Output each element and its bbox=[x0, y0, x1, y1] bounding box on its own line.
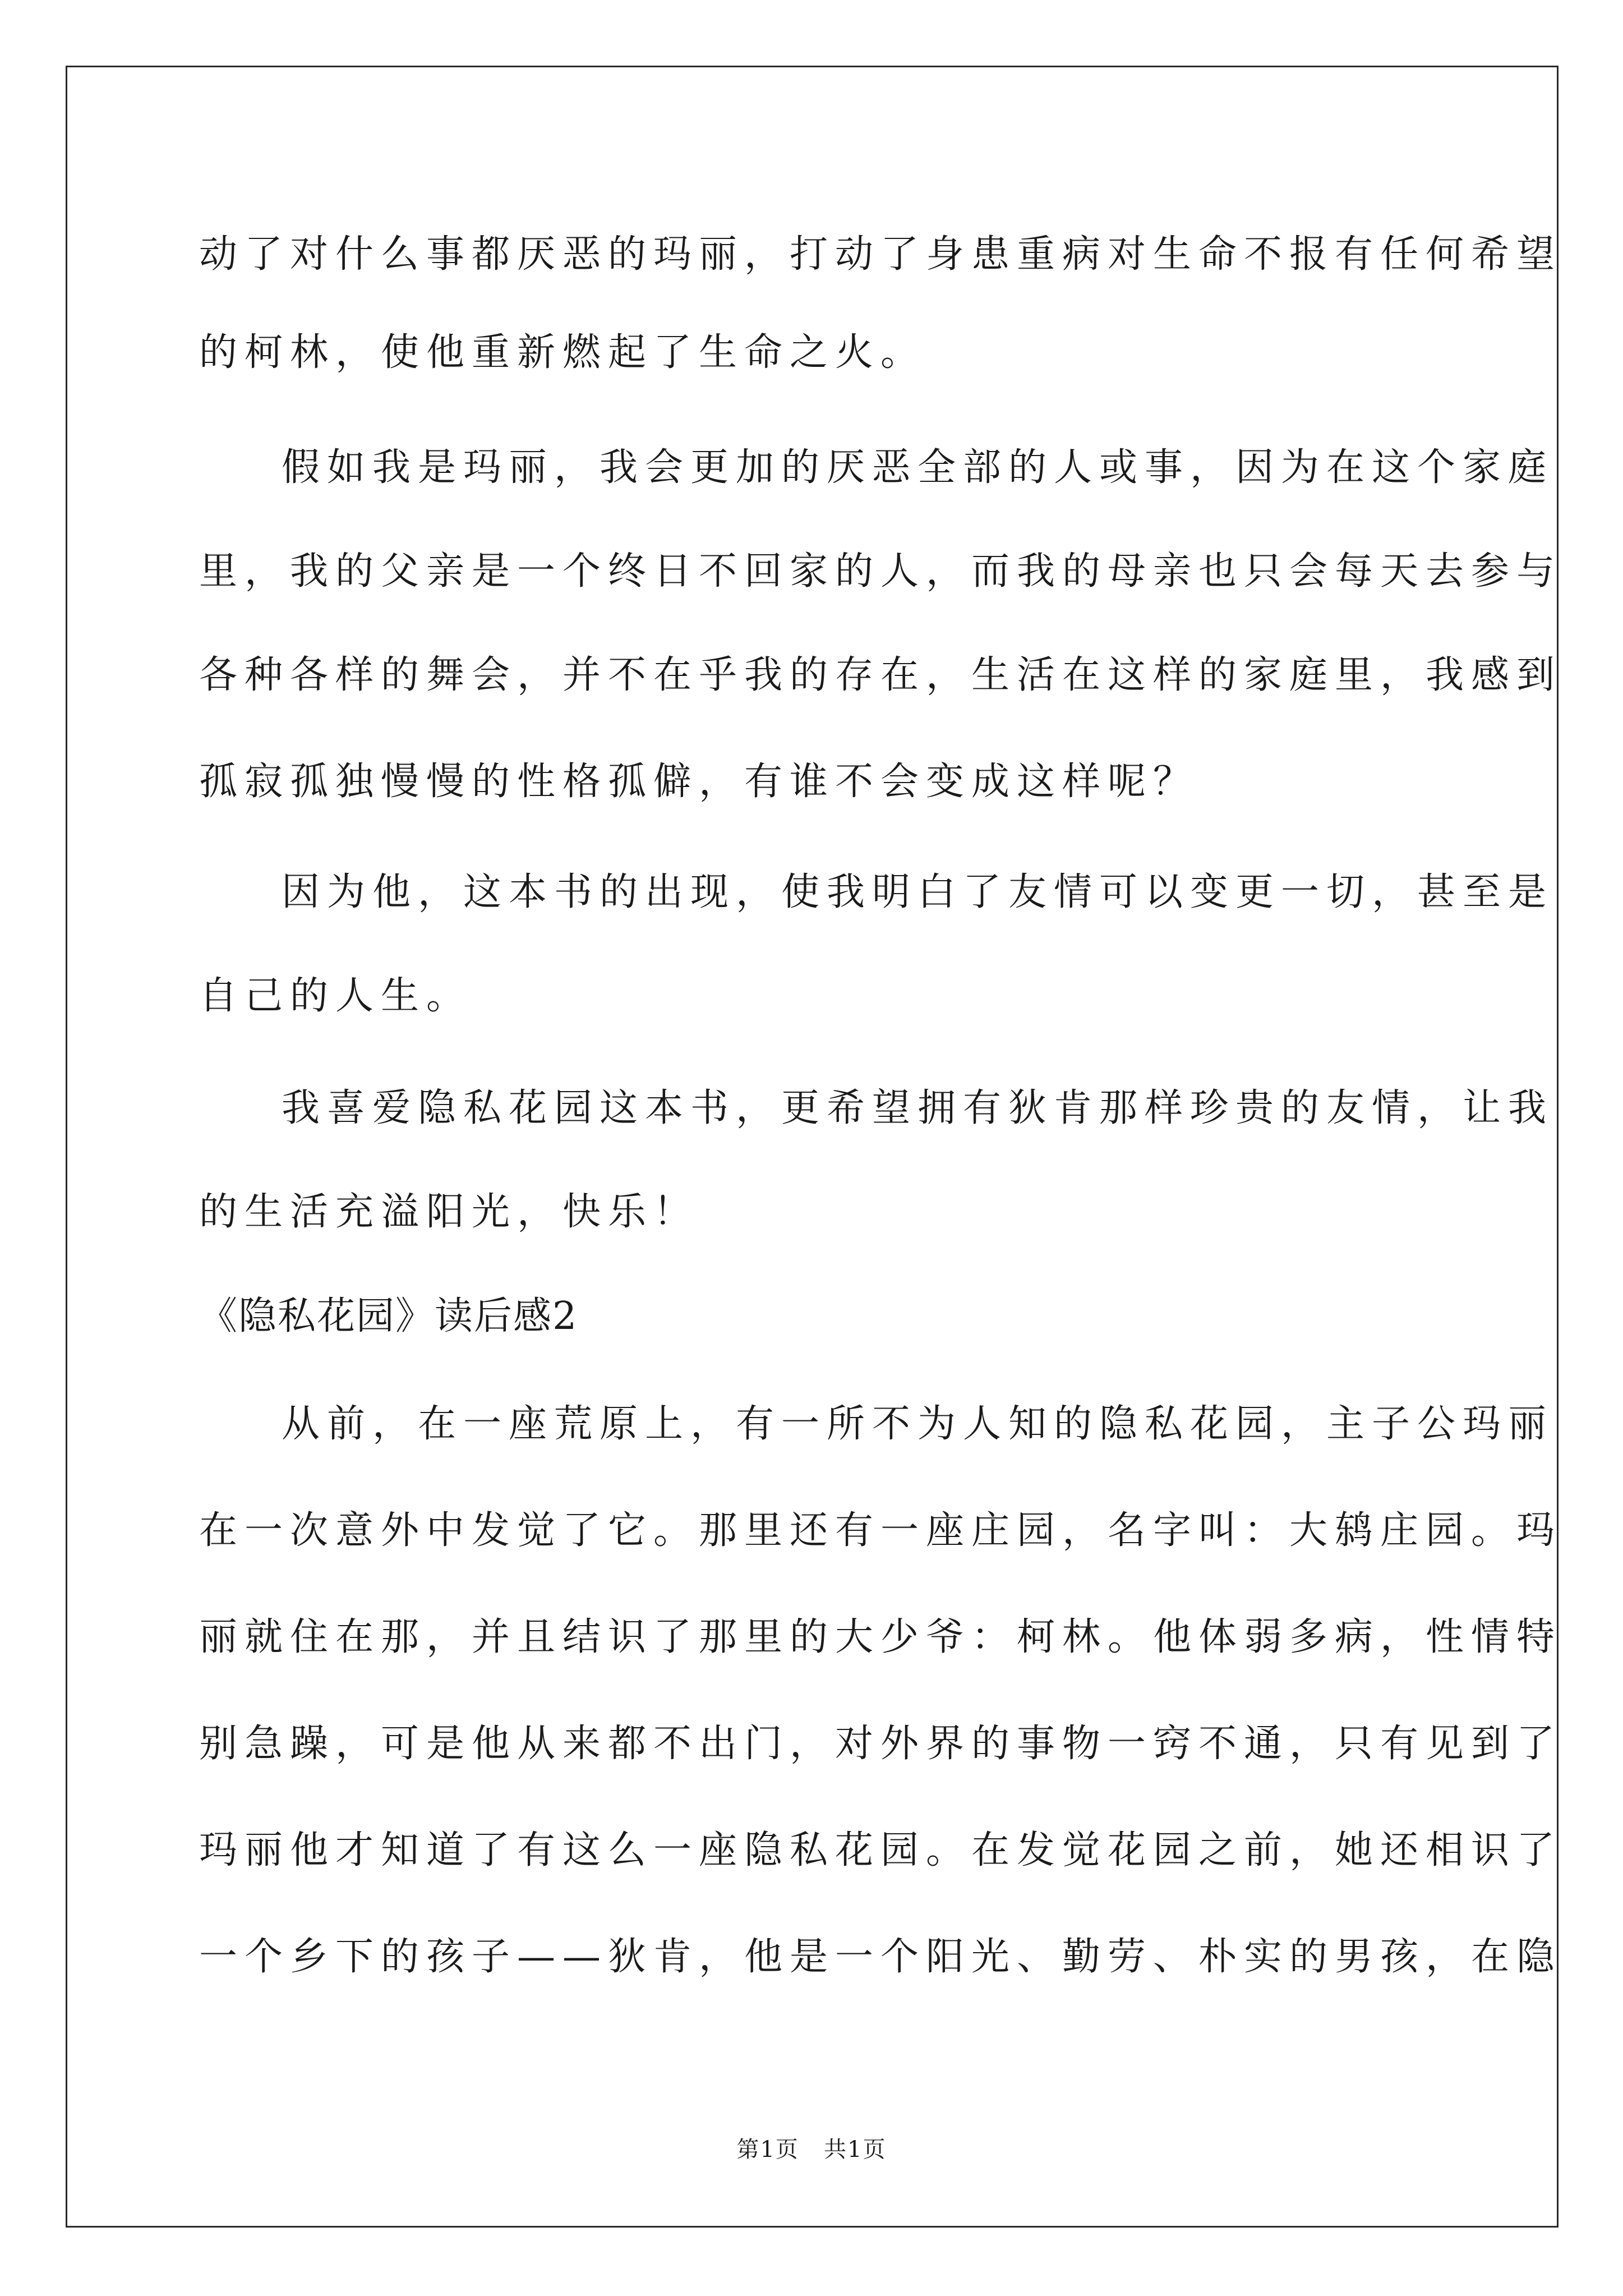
section-heading: 《隐私花园》读后感2 bbox=[199, 1294, 578, 1338]
text-line: 玛丽他才知道了有这么一座隐私花园。在发觉花园之前，她还相识了 bbox=[199, 1828, 1562, 1872]
text-line: 丽就住在那，并且结识了那里的大少爷：柯林。他体弱多病，性情特 bbox=[199, 1615, 1562, 1659]
paragraph-start: 假如我是玛丽，我会更加的厌恶全部的人或事，因为在这个家庭 bbox=[282, 445, 1554, 490]
text-line: 的生活充溢阳光，快乐！ bbox=[199, 1190, 699, 1234]
text-line: 一个乡下的孩子——狄肯，他是一个阳光、勤劳、朴实的男孩，在隐 bbox=[199, 1935, 1562, 1979]
paragraph-start: 从前，在一座荒原上，有一所不为人知的隐私花园，主子公玛丽 bbox=[282, 1402, 1554, 1446]
paragraph-start: 因为他，这本书的出现，使我明白了友情可以变更一切，甚至是 bbox=[282, 870, 1554, 914]
text-line: 的柯林，使他重新燃起了生命之火。 bbox=[199, 330, 926, 375]
text-line: 各种各样的舞会，并不在乎我的存在，生活在这样的家庭里，我感到 bbox=[199, 653, 1562, 697]
text-line: 孤寂孤独慢慢的性格孤僻，有谁不会变成这样呢？ bbox=[199, 760, 1199, 804]
page-footer: 第1页 共1页 bbox=[736, 2137, 887, 2162]
text-line: 别急躁，可是他从来都不出门，对外界的事物一窍不通，只有见到了 bbox=[199, 1722, 1562, 1766]
paragraph-start: 我喜爱隐私花园这本书，更希望拥有狄肯那样珍贵的友情，让我 bbox=[282, 1086, 1554, 1130]
text-line: 里，我的父亲是一个终日不回家的人，而我的母亲也只会每天去参与 bbox=[199, 549, 1562, 593]
page-border bbox=[66, 66, 1559, 2228]
text-line: 自己的人生。 bbox=[199, 974, 472, 1018]
text-line: 动了对什么事都厌恶的玛丽，打动了身患重病对生命不报有任何希望 bbox=[199, 232, 1562, 277]
text-line: 在一次意外中发觉了它。那里还有一座庄园，名字叫：大鸫庄园。玛 bbox=[199, 1508, 1562, 1553]
